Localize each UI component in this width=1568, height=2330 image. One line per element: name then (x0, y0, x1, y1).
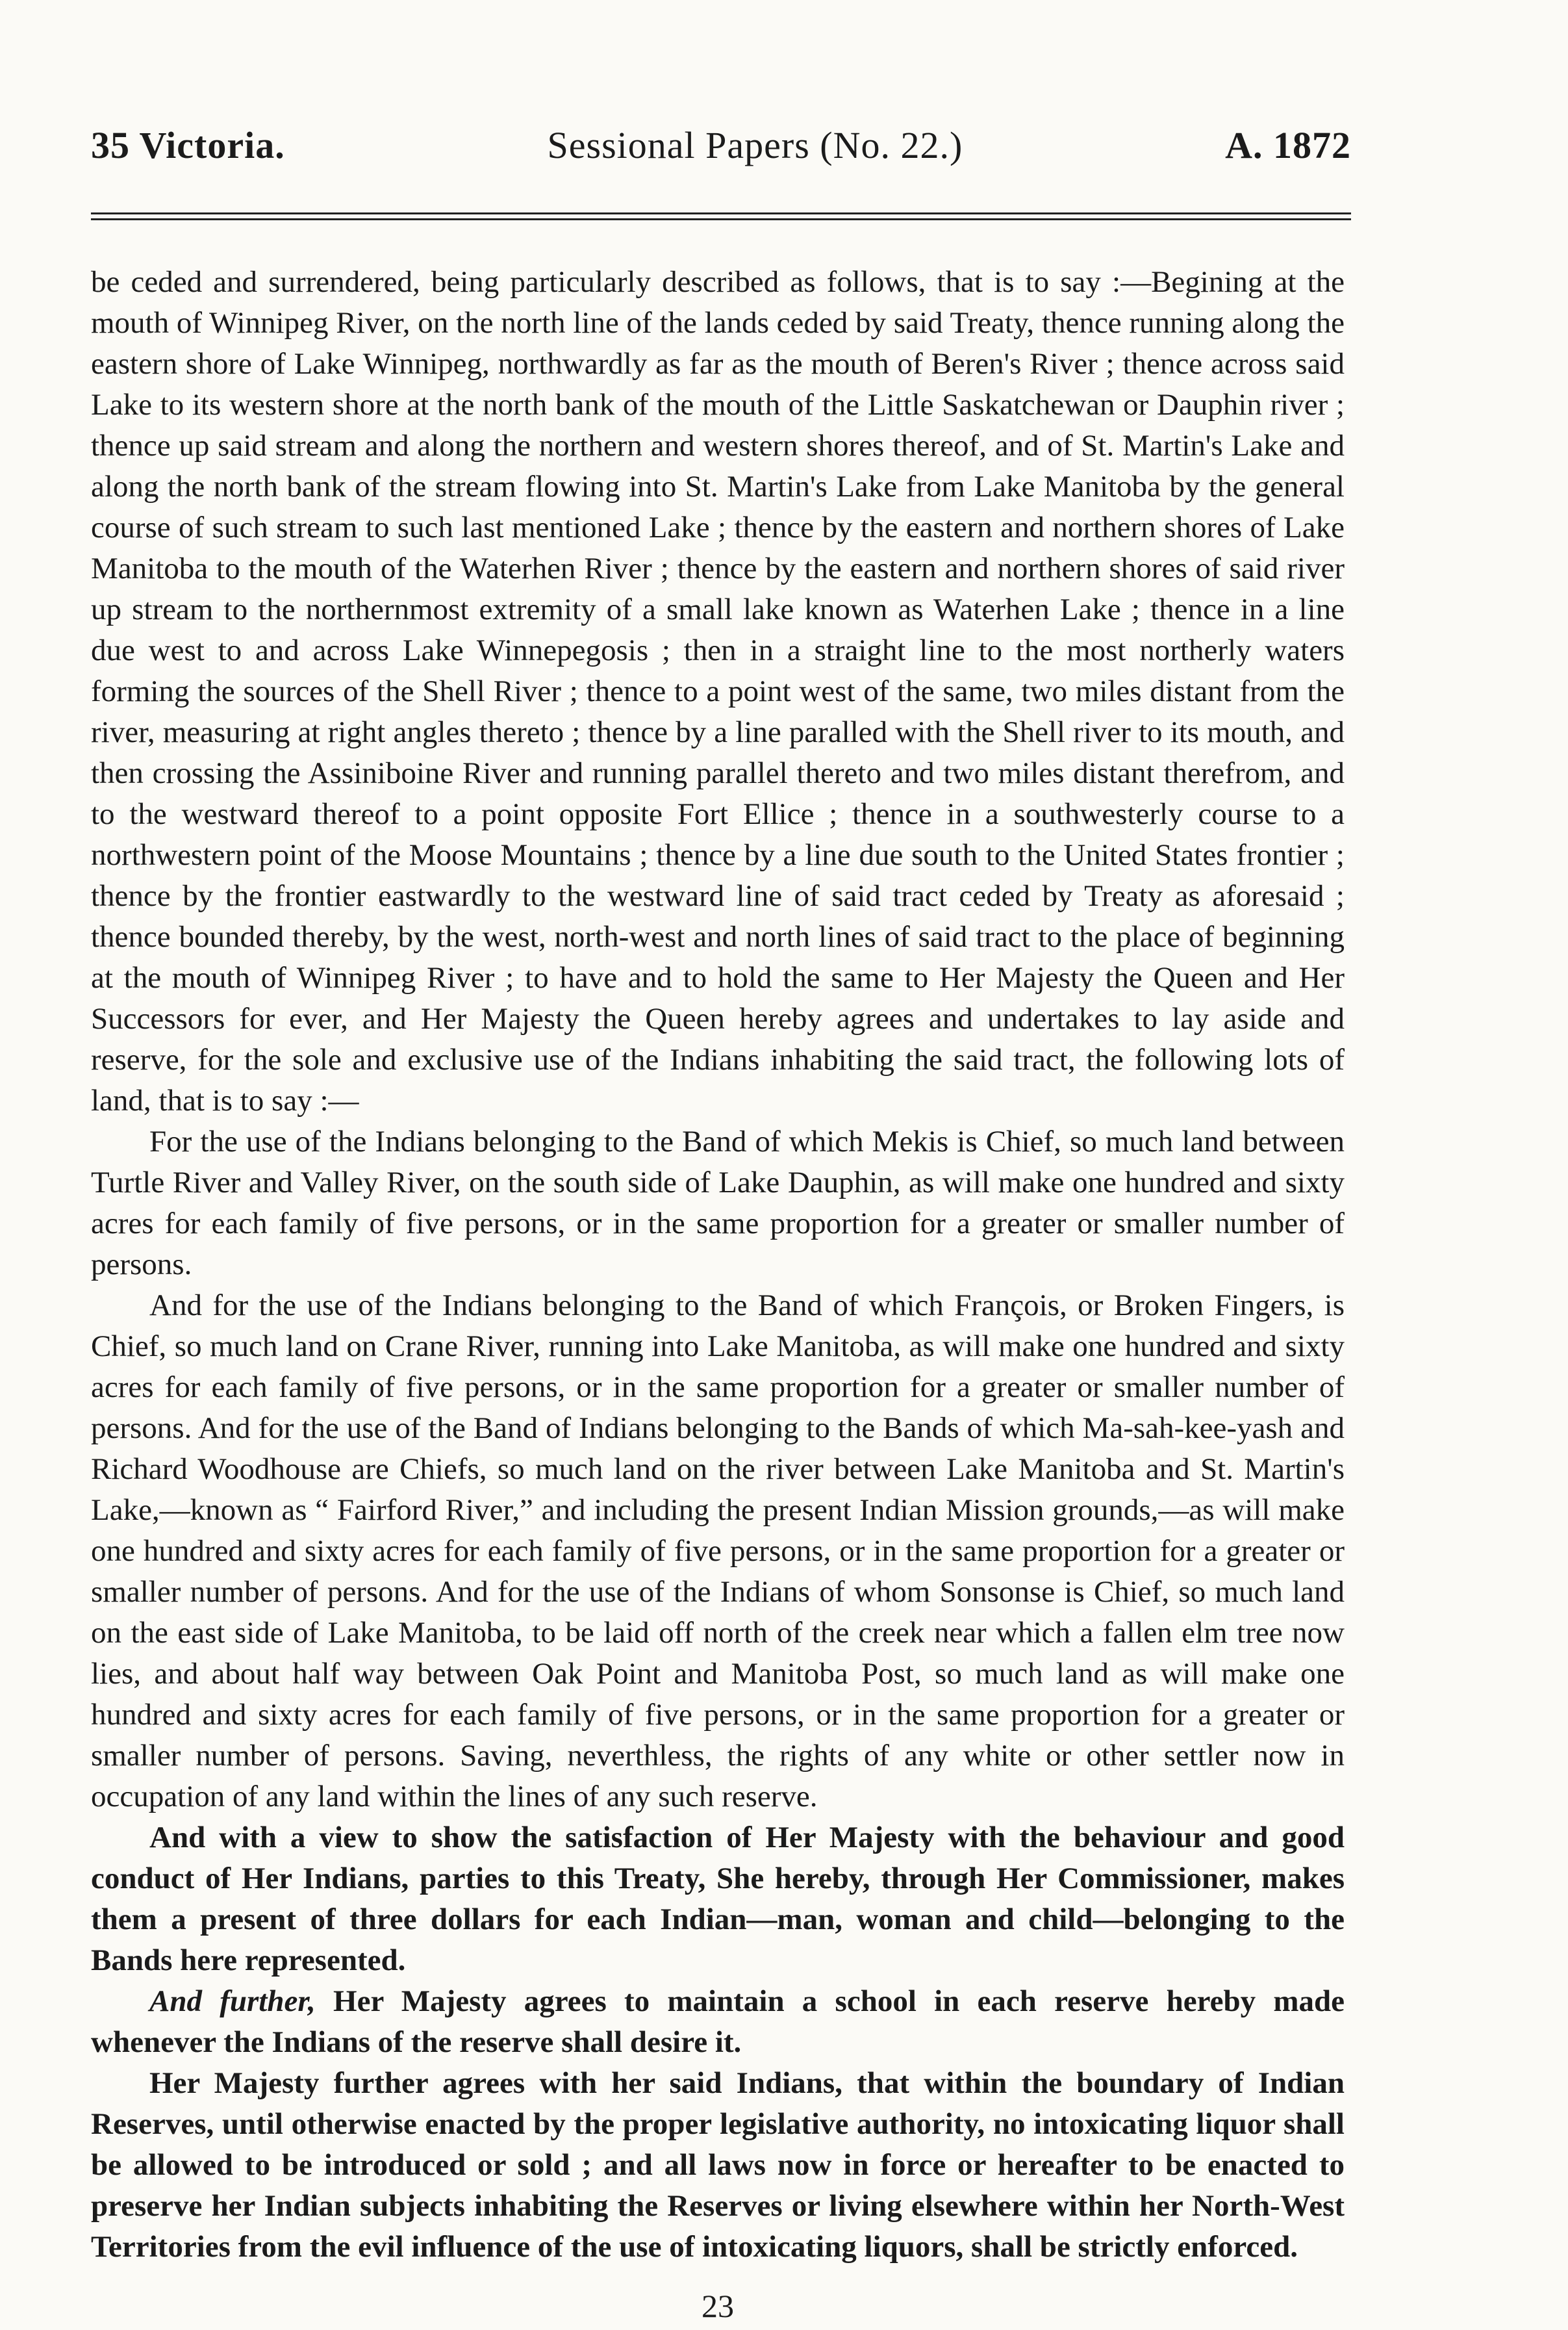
document-page (91, 123, 1351, 2325)
body-text (91, 262, 1345, 2268)
paragraph-boundary-description: be ceded and surrendered, being particularly described as follows, that is to say :—Begining at the mouth of Winnipeg River, on the north line of the lands ceded by said Treaty, thence running along the eastern shore of Lake Winnipeg, northwardly as far as the mouth of Beren's River ; thence across said Lake to its western shore at the north bank of the mouth of the Little Saskatchewan or Dauphin river ; thence up said stream and along the northern and western shores thereof, and of St. Martin's Lake and along the north bank of the stream flowing into St. Martin's Lake from Lake Manitoba by the general course of such stream to such last mentioned Lake ; thence by the eastern and northern shores of Lake Manitoba to the mouth of the Waterhen River ; thence by the eastern and northern shores of said river up stream to the northernmost extremity of a small lake known as Waterhen Lake ; thence in a line due west to and across Lake Winnepegosis ; then in a straight line to the most northerly waters forming the sources of the Shell River ; thence to a point west of the same, two miles distant from the river, measuring at right angles thereto ; thence by a line paralled with the Shell river to its mouth, and then crossing the Assiniboine River and running parallel thereto and two miles distant therefrom, and to the westward thereof to a point opposite Fort Ellice ; thence in a southwesterly course to a northwestern point of the Moose Mountains ; thence by a line due south to the United States frontier ; thence by the frontier eastwardly to the westward line of said tract ceded by Treaty as aforesaid ; thence bounded thereby, by the west, north-west and north lines of said tract to the place of beginning at the mouth of Winnipeg River ; to have and to hold the same to Her Majesty the Queen and Her Successors for ever, and Her Majesty the Queen hereby agrees and undertakes to lay aside and reserve, for the sole and exclusive use of the Indians inhabiting the said tract, the following lots of land, that is to say :— (91, 265, 1345, 1118)
paragraph-other-bands: And for the use of the Indians belonging to the Band of which François, or Broken Fingers, is Chief, so much land on Crane River, running into Lake Manitoba, as will make one hundred and sixty acres for each family of five persons, or in the same proportion for a greater or smaller number of persons. And for the use of the Band of Indians belonging to the Bands of which Ma-sah-kee-yash and Richard Woodhouse are Chiefs, so much land on the river between Lake Manitoba and St. Martin's Lake,—known as “ Fairford River,” and including the present Indian Mission grounds,—as will make one hundred and sixty acres for each family of five persons, or in the same proportion for a greater or smaller number of persons. And for the use of the Indians of whom Sonsonse is Chief, so much land on the east side of Lake Manitoba, to be laid off north of the creek near which a fallen elm tree now lies, and about half way between Oak Point and Manitoba Post, so much land as will make one hundred and sixty acres for each family of five persons, or in the same proportion for a greater or smaller number of persons. Saving, neverthless, the rights of any white or other settler now in occupation of any land within the lines of any such reserve. (91, 1288, 1345, 1813)
paragraph-present: And with a view to show the satisfaction of Her Majesty with the behaviour and good conduct of Her Indians, parties to this Treaty, She hereby, through Her Commissioner, makes them a present of three dollars for each Indian—man, woman and child—belonging to the Bands here represented. (91, 1821, 1345, 1977)
paragraph-mekis-band: For the use of the Indians belonging to the Band of which Mekis is Chief, so much land between Turtle River and Valley River, on the south side of Lake Dauphin, as will make one hundred and sixty acres for each family of five persons, or in the same proportion for a greater or smaller number of persons. (91, 1125, 1345, 1281)
header-year: A. 1872 (1225, 124, 1351, 166)
header-rule (91, 212, 1351, 220)
paragraph-school-lead: And further, (149, 1984, 316, 2018)
header-volume: 35 Victoria. (91, 124, 285, 166)
page-number: 23 (702, 2288, 734, 2324)
paragraph-school (91, 1981, 1345, 2063)
page-header (91, 123, 1351, 167)
paragraph-school-rest: Her Majesty agrees to maintain a school in each reserve hereby made whenever the Indians of the reserve shall desire it. (91, 1984, 1345, 2059)
paragraph-liquor: Her Majesty further agrees with her said Indians, that within the boundary of Indian Reserves, until otherwise enacted by the proper legislative authority, no intoxicating liquor shall be allowed to be introduced or sold ; and all laws now in force or hereafter to be enacted to preserve her Indian subjects inhabiting the Reserves or living elsewhere within her North-West Territories from the evil influence of the use of intoxicating liquors, shall be strictly enforced. (91, 2066, 1345, 2264)
header-title: Sessional Papers (No. 22.) (547, 124, 963, 166)
